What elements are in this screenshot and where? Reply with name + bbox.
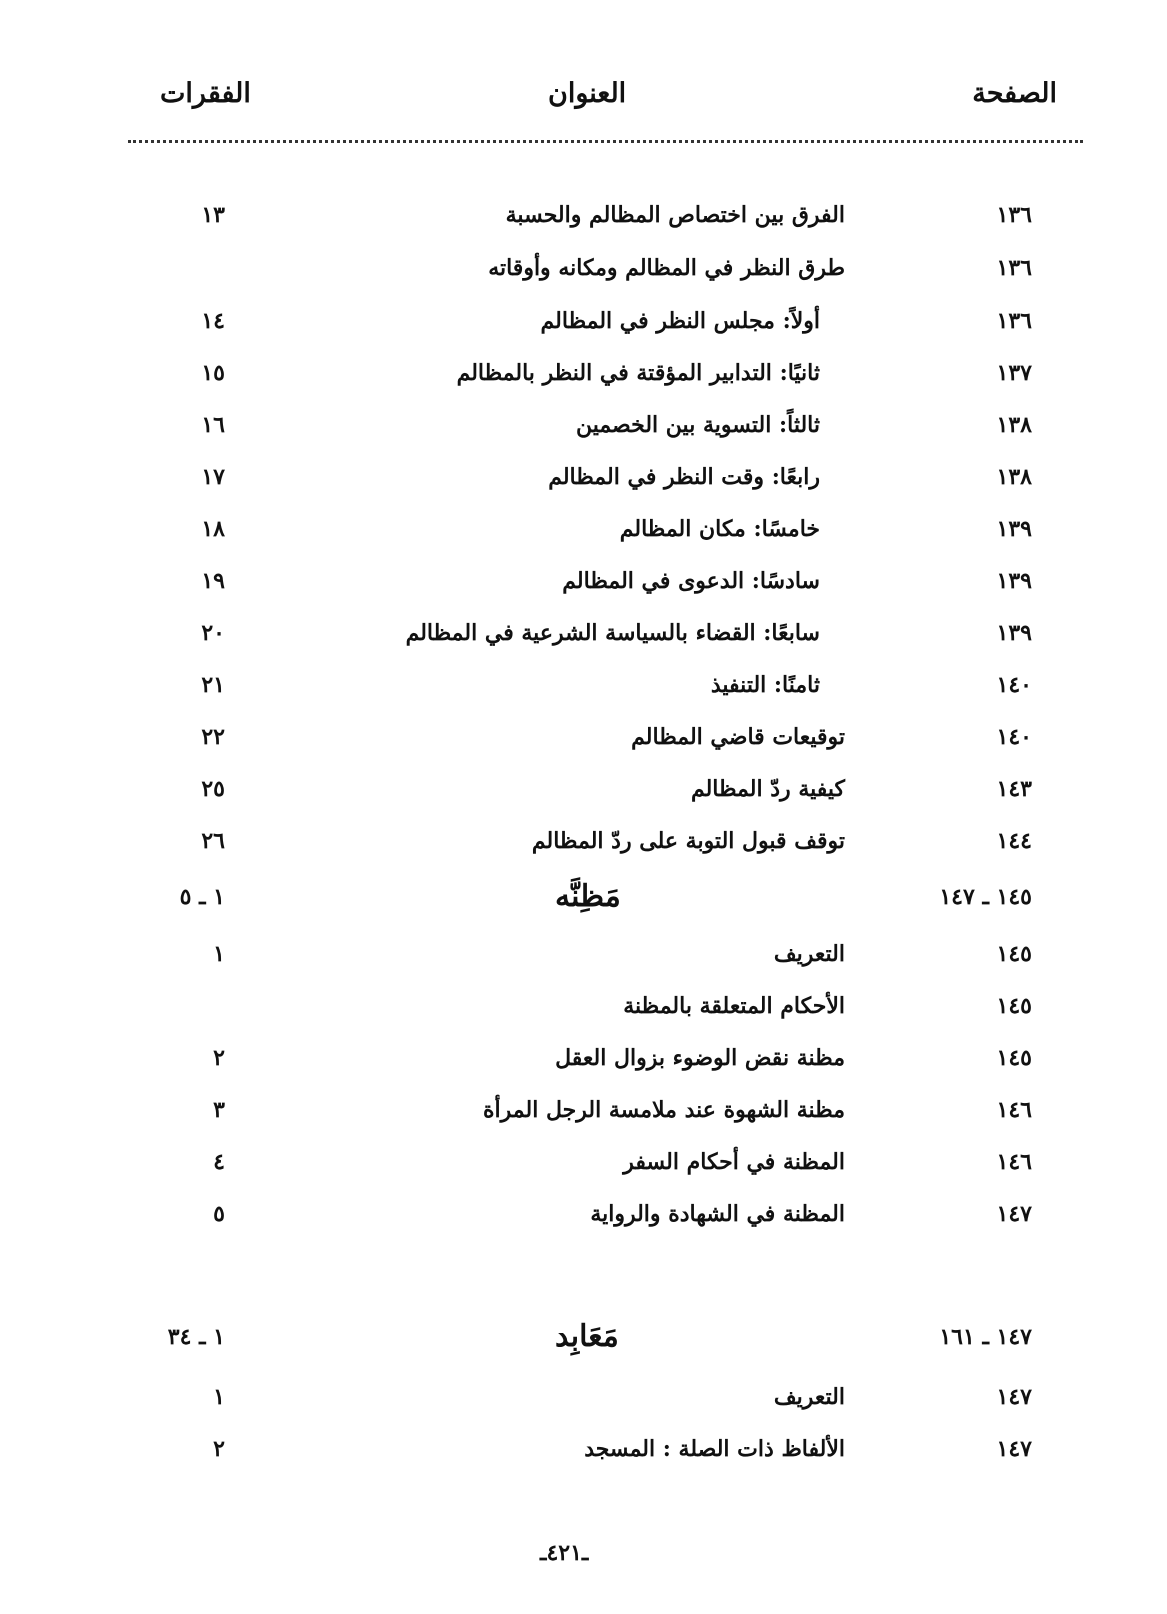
row-title: المظنة في الشهادة والرواية	[590, 1201, 845, 1227]
index-row	[0, 770, 1167, 808]
row-para: ٢٢	[201, 724, 225, 750]
row-para: ١٧	[201, 464, 225, 490]
index-row	[0, 666, 1167, 704]
row-title: ثامنًا: التنفيذ	[710, 672, 820, 698]
row-page: ١٤٧	[996, 1201, 1032, 1227]
row-title: المظنة في أحكام السفر	[623, 1149, 845, 1175]
row-para: ٥	[213, 1201, 225, 1227]
row-page: ١٤٠	[996, 672, 1032, 698]
index-row	[0, 1378, 1167, 1416]
row-page: ١٤٧ ـ ١٦١	[939, 1324, 1032, 1350]
row-page: ١٣٨	[996, 412, 1032, 438]
row-page: ١٤٥	[996, 1045, 1032, 1071]
row-para: ١٥	[201, 360, 225, 386]
section-heading-row	[0, 1318, 1167, 1356]
row-page: ١٣٦	[996, 202, 1032, 228]
row-page: ١٤٦	[996, 1097, 1032, 1123]
index-row	[0, 935, 1167, 973]
row-title: كيفية ردّ المظالم	[690, 776, 845, 802]
row-page: ١٣٦	[996, 308, 1032, 334]
page-number: ـ٤٢١ـ	[540, 1540, 589, 1566]
row-page: ١٤٥	[996, 993, 1032, 1019]
row-title: التعريف	[773, 1384, 845, 1410]
row-para: ٤	[213, 1149, 225, 1175]
header-page: الصفحة	[972, 78, 1057, 109]
row-title: خامسًا: مكان المظالم	[619, 516, 820, 542]
row-para: ١٤	[201, 308, 225, 334]
row-page: ١٤٤	[996, 828, 1032, 854]
row-page: ١٤٧	[996, 1436, 1032, 1462]
index-row	[0, 1039, 1167, 1077]
index-row	[0, 1195, 1167, 1233]
header-paragraphs: الفقرات	[160, 78, 251, 109]
row-para: ١٣	[201, 202, 225, 228]
row-para: ٢١	[201, 672, 225, 698]
row-page: ١٤٣	[996, 776, 1032, 802]
row-para: ١	[213, 1384, 225, 1410]
index-row	[0, 354, 1167, 392]
index-row	[0, 458, 1167, 496]
row-title: مظنة نقض الوضوء بزوال العقل	[555, 1045, 845, 1071]
row-title: ثانيًا: التدابير المؤقتة في النظر بالمظالم	[456, 360, 820, 386]
row-page: ١٣٩	[996, 568, 1032, 594]
row-title: سادسًا: الدعوى في المظالم	[562, 568, 820, 594]
row-title: ثالثاً: التسوية بين الخصمين	[575, 412, 820, 438]
index-row	[0, 614, 1167, 652]
row-page: ١٤٧	[996, 1384, 1032, 1410]
row-para: ٢٦	[201, 828, 225, 854]
index-row	[0, 302, 1167, 340]
index-row	[0, 562, 1167, 600]
row-para: ١٦	[201, 412, 225, 438]
row-page: ١٤٥	[996, 941, 1032, 967]
index-row	[0, 510, 1167, 548]
row-para: ٢	[213, 1045, 225, 1071]
row-para: ١ ـ ٣٤	[167, 1324, 225, 1350]
header-title: العنوان	[548, 78, 627, 109]
row-page: ١٣٦	[996, 255, 1032, 281]
row-para: ١٨	[201, 516, 225, 542]
row-title: مظنة الشهوة عند ملامسة الرجل المرأة	[483, 1097, 845, 1123]
index-row	[0, 987, 1167, 1025]
row-title: الفرق بين اختصاص المظالم والحسبة	[505, 202, 845, 228]
index-row	[0, 1091, 1167, 1129]
row-para: ٣	[213, 1097, 225, 1123]
index-row	[0, 822, 1167, 860]
row-title: أولاً: مجلس النظر في المظالم	[540, 308, 820, 334]
row-page: ١٣٩	[996, 516, 1032, 542]
index-row	[0, 406, 1167, 444]
row-para: ٢	[213, 1436, 225, 1462]
row-para: ١ ـ ٥	[179, 884, 225, 910]
row-page: ١٤٦	[996, 1149, 1032, 1175]
row-title: توقيعات قاضي المظالم	[631, 724, 845, 750]
row-para: ٢٠	[201, 620, 225, 646]
section-title: مَعَابِد	[555, 1319, 619, 1354]
row-title: توقف قبول التوبة على ردّ المظالم	[531, 828, 845, 854]
row-title: التعريف	[773, 941, 845, 967]
section-heading-row	[0, 878, 1167, 916]
row-page: ١٣٨	[996, 464, 1032, 490]
index-row	[0, 249, 1167, 287]
index-row	[0, 718, 1167, 756]
row-title: رابعًا: وقت النظر في المظالم	[548, 464, 820, 490]
row-page: ١٣٧	[996, 360, 1032, 386]
section-title: مَظِنَّه	[555, 879, 621, 914]
row-title: الألفاظ ذات الصلة : المسجد	[584, 1436, 845, 1462]
row-page: ١٣٩	[996, 620, 1032, 646]
row-para: ٢٥	[201, 776, 225, 802]
row-page: ١٤٥ ـ ١٤٧	[939, 884, 1032, 910]
index-row	[0, 196, 1167, 234]
row-title: الأحكام المتعلقة بالمظنة	[623, 993, 845, 1019]
row-para: ١	[213, 941, 225, 967]
row-para: ١٩	[201, 568, 225, 594]
row-page: ١٤٠	[996, 724, 1032, 750]
row-title: سابعًا: القضاء بالسياسة الشرعية في المظالم	[405, 620, 820, 646]
index-row	[0, 1143, 1167, 1181]
index-row	[0, 1430, 1167, 1468]
row-title: طرق النظر في المظالم ومكانه وأوقاته	[488, 255, 845, 281]
